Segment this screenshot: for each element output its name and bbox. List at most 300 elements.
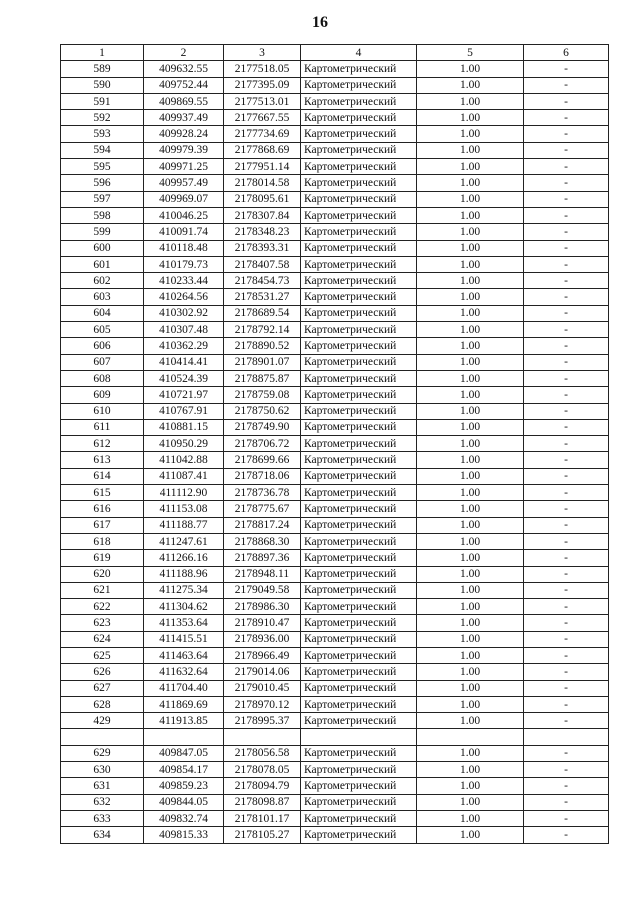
cell-method: Картометрический: [301, 403, 417, 419]
cell-note: -: [524, 485, 609, 501]
cell-point-number: 601: [61, 256, 144, 272]
cell-x-coordinate: 409832.74: [144, 810, 224, 826]
cell-y-coordinate: 2177667.55: [224, 110, 301, 126]
cell-point-number: 623: [61, 615, 144, 631]
cell-y-coordinate: 2178348.23: [224, 224, 301, 240]
cell-point-number: 604: [61, 305, 144, 321]
cell-y-coordinate: 2178078.05: [224, 762, 301, 778]
cell-x-coordinate: 411463.64: [144, 647, 224, 663]
cell-note: -: [524, 631, 609, 647]
cell-method: Картометрический: [301, 387, 417, 403]
cell-point-number: 611: [61, 419, 144, 435]
cell-method: Картометрический: [301, 485, 417, 501]
cell-point-number: 634: [61, 827, 144, 843]
cell-accuracy: 1.00: [417, 240, 524, 256]
cell-note: -: [524, 762, 609, 778]
cell-note: -: [524, 810, 609, 826]
cell-point-number: 597: [61, 191, 144, 207]
cell-y-coordinate: 2178750.62: [224, 403, 301, 419]
cell-accuracy: 1.00: [417, 550, 524, 566]
cell-x-coordinate: 411353.64: [144, 615, 224, 631]
cell-method: Картометрический: [301, 110, 417, 126]
cell-method: Картометрический: [301, 713, 417, 729]
table-row: [61, 240, 609, 256]
cell-note: -: [524, 566, 609, 582]
cell-y-coordinate: 2178699.66: [224, 452, 301, 468]
cell-y-coordinate: 2178056.58: [224, 745, 301, 761]
cell-y-coordinate: 2178105.27: [224, 827, 301, 843]
cell-method: Картометрический: [301, 745, 417, 761]
cell-accuracy: 1.00: [417, 680, 524, 696]
cell-x-coordinate: 409752.44: [144, 77, 224, 93]
cell-method: Картометрический: [301, 517, 417, 533]
cell-x-coordinate: 410046.25: [144, 207, 224, 223]
cell-note: -: [524, 207, 609, 223]
cell-x-coordinate: 410950.29: [144, 436, 224, 452]
cell-y-coordinate: 2179010.45: [224, 680, 301, 696]
table-row: [61, 387, 609, 403]
cell-method: Картометрический: [301, 550, 417, 566]
cell-y-coordinate: 2178792.14: [224, 322, 301, 338]
cell-point-number: 592: [61, 110, 144, 126]
cell-method: Картометрический: [301, 191, 417, 207]
cell-x-coordinate: 409815.33: [144, 827, 224, 843]
cell-accuracy: 1.00: [417, 354, 524, 370]
cell-y-coordinate: 2178689.54: [224, 305, 301, 321]
cell-point-number: 632: [61, 794, 144, 810]
cell-note: -: [524, 436, 609, 452]
cell-y-coordinate: 2178759.08: [224, 387, 301, 403]
cell-note: -: [524, 550, 609, 566]
table-row: [61, 533, 609, 549]
table-row: [61, 273, 609, 289]
table-row: [61, 207, 609, 223]
cell-x-coordinate: 411415.51: [144, 631, 224, 647]
cell-note: -: [524, 142, 609, 158]
table-row: [61, 468, 609, 484]
cell-note: -: [524, 240, 609, 256]
cell-x-coordinate: 409632.55: [144, 61, 224, 77]
cell-accuracy: 1.00: [417, 370, 524, 386]
cell-point-number: 595: [61, 159, 144, 175]
table-row: [61, 126, 609, 142]
table-row: [61, 322, 609, 338]
cell-point-number: 633: [61, 810, 144, 826]
cell-y-coordinate: 2178775.67: [224, 501, 301, 517]
cell-accuracy: 1.00: [417, 696, 524, 712]
cell-y-coordinate: 2178531.27: [224, 289, 301, 305]
cell-x-coordinate: 411913.85: [144, 713, 224, 729]
cell-y-coordinate: 2178718.06: [224, 468, 301, 484]
cell-note: -: [524, 305, 609, 321]
cell-point-number: 602: [61, 273, 144, 289]
cell-x-coordinate: 410118.48: [144, 240, 224, 256]
cell-note: -: [524, 77, 609, 93]
cell-y-coordinate: 2178936.00: [224, 631, 301, 647]
cell-note: -: [524, 517, 609, 533]
cell-accuracy: 1.00: [417, 468, 524, 484]
cell-x-coordinate: 411188.77: [144, 517, 224, 533]
cell-note: -: [524, 599, 609, 615]
cell-x-coordinate: 411869.69: [144, 696, 224, 712]
cell-point-number: [61, 729, 144, 745]
cell-accuracy: 1.00: [417, 207, 524, 223]
cell-y-coordinate: 2178454.73: [224, 273, 301, 289]
cell-method: Картометрический: [301, 419, 417, 435]
cell-note: -: [524, 827, 609, 843]
table-body: [61, 61, 609, 843]
cell-point-number: 626: [61, 664, 144, 680]
cell-method: Картометрический: [301, 827, 417, 843]
table-row: [61, 582, 609, 598]
cell-accuracy: 1.00: [417, 713, 524, 729]
cell-y-coordinate: 2178095.61: [224, 191, 301, 207]
cell-y-coordinate: 2179049.58: [224, 582, 301, 598]
cell-method: Картометрический: [301, 794, 417, 810]
cell-method: Картометрический: [301, 582, 417, 598]
cell-x-coordinate: 411087.41: [144, 468, 224, 484]
cell-x-coordinate: 409859.23: [144, 778, 224, 794]
cell-accuracy: 1.00: [417, 664, 524, 680]
cell-method: Картометрический: [301, 615, 417, 631]
table-row: [61, 713, 609, 729]
cell-point-number: 624: [61, 631, 144, 647]
cell-y-coordinate: 2177513.01: [224, 93, 301, 109]
cell-point-number: 631: [61, 778, 144, 794]
cell-point-number: 619: [61, 550, 144, 566]
cell-y-coordinate: 2178875.87: [224, 370, 301, 386]
cell-point-number: 596: [61, 175, 144, 191]
cell-note: -: [524, 680, 609, 696]
cell-x-coordinate: 410091.74: [144, 224, 224, 240]
cell-y-coordinate: [224, 729, 301, 745]
cell-x-coordinate: 410302.92: [144, 305, 224, 321]
cell-method: Картометрический: [301, 778, 417, 794]
cell-method: Картометрический: [301, 77, 417, 93]
table-row: [61, 762, 609, 778]
cell-y-coordinate: 2177395.09: [224, 77, 301, 93]
table-row: [61, 550, 609, 566]
cell-y-coordinate: 2177518.05: [224, 61, 301, 77]
cell-accuracy: 1.00: [417, 175, 524, 191]
cell-accuracy: 1.00: [417, 631, 524, 647]
table-row: [61, 745, 609, 761]
cell-point-number: 622: [61, 599, 144, 615]
cell-x-coordinate: 409928.24: [144, 126, 224, 142]
cell-accuracy: 1.00: [417, 322, 524, 338]
cell-accuracy: 1.00: [417, 599, 524, 615]
coordinates-table: [60, 44, 609, 844]
cell-accuracy: 1.00: [417, 485, 524, 501]
cell-method: Картометрический: [301, 647, 417, 663]
cell-point-number: 617: [61, 517, 144, 533]
cell-accuracy: 1.00: [417, 647, 524, 663]
cell-note: -: [524, 224, 609, 240]
cell-accuracy: 1.00: [417, 77, 524, 93]
cell-x-coordinate: 410264.56: [144, 289, 224, 305]
cell-x-coordinate: 410233.44: [144, 273, 224, 289]
cell-y-coordinate: 2178890.52: [224, 338, 301, 354]
cell-accuracy: 1.00: [417, 615, 524, 631]
cell-accuracy: 1.00: [417, 436, 524, 452]
cell-y-coordinate: 2178901.07: [224, 354, 301, 370]
cell-point-number: 600: [61, 240, 144, 256]
table-row: [61, 289, 609, 305]
cell-x-coordinate: 411632.64: [144, 664, 224, 680]
cell-point-number: 616: [61, 501, 144, 517]
cell-method: Картометрический: [301, 436, 417, 452]
cell-x-coordinate: 409854.17: [144, 762, 224, 778]
cell-x-coordinate: 411247.61: [144, 533, 224, 549]
cell-y-coordinate: 2178966.49: [224, 647, 301, 663]
cell-x-coordinate: 409957.49: [144, 175, 224, 191]
cell-x-coordinate: 411266.16: [144, 550, 224, 566]
cell-point-number: 613: [61, 452, 144, 468]
cell-point-number: 429: [61, 713, 144, 729]
table-row: [61, 403, 609, 419]
table-header: [61, 45, 609, 61]
cell-method: Картометрический: [301, 159, 417, 175]
cell-y-coordinate: 2178749.90: [224, 419, 301, 435]
cell-point-number: 599: [61, 224, 144, 240]
cell-method: Картометрический: [301, 175, 417, 191]
cell-point-number: 598: [61, 207, 144, 223]
cell-method: Картометрический: [301, 338, 417, 354]
cell-method: Картометрический: [301, 273, 417, 289]
table-row: [61, 338, 609, 354]
table-row: [61, 110, 609, 126]
cell-note: -: [524, 533, 609, 549]
cell-accuracy: 1.00: [417, 533, 524, 549]
table-row: [61, 354, 609, 370]
cell-point-number: 625: [61, 647, 144, 663]
cell-accuracy: 1.00: [417, 224, 524, 240]
cell-point-number: 630: [61, 762, 144, 778]
table-row: [61, 305, 609, 321]
table-row: [61, 566, 609, 582]
cell-note: -: [524, 696, 609, 712]
cell-method: Картометрический: [301, 93, 417, 109]
table-row: [61, 615, 609, 631]
cell-accuracy: 1.00: [417, 566, 524, 582]
table-row: [61, 696, 609, 712]
table-row: [61, 501, 609, 517]
cell-accuracy: 1.00: [417, 305, 524, 321]
cell-x-coordinate: 409971.25: [144, 159, 224, 175]
cell-y-coordinate: 2177951.14: [224, 159, 301, 175]
cell-accuracy: 1.00: [417, 289, 524, 305]
cell-method: Картометрический: [301, 468, 417, 484]
table-row: [61, 191, 609, 207]
cell-x-coordinate: 410767.91: [144, 403, 224, 419]
table-row: [61, 517, 609, 533]
cell-y-coordinate: 2178910.47: [224, 615, 301, 631]
cell-note: -: [524, 452, 609, 468]
cell-accuracy: 1.00: [417, 794, 524, 810]
cell-method: Картометрический: [301, 224, 417, 240]
cell-point-number: 618: [61, 533, 144, 549]
cell-accuracy: 1.00: [417, 191, 524, 207]
cell-x-coordinate: 411188.96: [144, 566, 224, 582]
table-row: [61, 680, 609, 696]
cell-x-coordinate: 409869.55: [144, 93, 224, 109]
cell-accuracy: 1.00: [417, 517, 524, 533]
table-row: [61, 436, 609, 452]
cell-y-coordinate: 2178868.30: [224, 533, 301, 549]
cell-method: Картометрический: [301, 680, 417, 696]
header-col-5: 5: [417, 45, 524, 61]
cell-point-number: 589: [61, 61, 144, 77]
cell-accuracy: 1.00: [417, 452, 524, 468]
cell-y-coordinate: 2178393.31: [224, 240, 301, 256]
header-col-1: 1: [61, 45, 144, 61]
cell-x-coordinate: 411112.90: [144, 485, 224, 501]
cell-y-coordinate: 2178817.24: [224, 517, 301, 533]
cell-y-coordinate: 2177868.69: [224, 142, 301, 158]
cell-method: Картометрический: [301, 61, 417, 77]
table-row: [61, 93, 609, 109]
cell-point-number: 603: [61, 289, 144, 305]
cell-note: -: [524, 370, 609, 386]
cell-method: Картометрический: [301, 142, 417, 158]
table-row: [61, 778, 609, 794]
table-row: [61, 452, 609, 468]
cell-method: Картометрический: [301, 240, 417, 256]
cell-point-number: 606: [61, 338, 144, 354]
table-row: [61, 664, 609, 680]
cell-method: Картометрический: [301, 501, 417, 517]
cell-note: -: [524, 273, 609, 289]
table-row: [61, 647, 609, 663]
header-col-4: 4: [301, 45, 417, 61]
table-row: [61, 61, 609, 77]
cell-method: Картометрический: [301, 370, 417, 386]
cell-accuracy: 1.00: [417, 778, 524, 794]
cell-accuracy: 1.00: [417, 256, 524, 272]
cell-point-number: 609: [61, 387, 144, 403]
cell-note: -: [524, 338, 609, 354]
page-number: 16: [312, 14, 328, 31]
cell-y-coordinate: 2178897.36: [224, 550, 301, 566]
cell-x-coordinate: 409937.49: [144, 110, 224, 126]
cell-accuracy: [417, 729, 524, 745]
cell-x-coordinate: 410179.73: [144, 256, 224, 272]
cell-x-coordinate: 409979.39: [144, 142, 224, 158]
cell-x-coordinate: 410414.41: [144, 354, 224, 370]
cell-point-number: 591: [61, 93, 144, 109]
cell-method: Картометрический: [301, 207, 417, 223]
cell-point-number: 605: [61, 322, 144, 338]
cell-x-coordinate: 409847.05: [144, 745, 224, 761]
cell-x-coordinate: 410881.15: [144, 419, 224, 435]
cell-note: -: [524, 419, 609, 435]
cell-note: -: [524, 647, 609, 663]
cell-point-number: 610: [61, 403, 144, 419]
cell-accuracy: 1.00: [417, 745, 524, 761]
cell-x-coordinate: 411153.08: [144, 501, 224, 517]
cell-y-coordinate: 2177734.69: [224, 126, 301, 142]
cell-note: -: [524, 713, 609, 729]
cell-note: -: [524, 354, 609, 370]
cell-x-coordinate: 410307.48: [144, 322, 224, 338]
cell-point-number: 608: [61, 370, 144, 386]
table-row: [61, 794, 609, 810]
cell-accuracy: 1.00: [417, 338, 524, 354]
cell-method: Картометрический: [301, 566, 417, 582]
cell-accuracy: 1.00: [417, 419, 524, 435]
cell-x-coordinate: [144, 729, 224, 745]
cell-y-coordinate: 2178706.72: [224, 436, 301, 452]
cell-point-number: 607: [61, 354, 144, 370]
cell-y-coordinate: 2178094.79: [224, 778, 301, 794]
cell-accuracy: 1.00: [417, 403, 524, 419]
cell-note: -: [524, 256, 609, 272]
header-row: [61, 45, 609, 61]
cell-accuracy: 1.00: [417, 93, 524, 109]
table-row: [61, 631, 609, 647]
cell-method: Картометрический: [301, 664, 417, 680]
cell-point-number: 590: [61, 77, 144, 93]
cell-point-number: 628: [61, 696, 144, 712]
cell-y-coordinate: 2178736.78: [224, 485, 301, 501]
cell-note: -: [524, 126, 609, 142]
cell-accuracy: 1.00: [417, 126, 524, 142]
cell-accuracy: 1.00: [417, 110, 524, 126]
cell-note: -: [524, 322, 609, 338]
cell-accuracy: 1.00: [417, 61, 524, 77]
cell-accuracy: 1.00: [417, 810, 524, 826]
header-col-2: 2: [144, 45, 224, 61]
cell-accuracy: 1.00: [417, 501, 524, 517]
cell-note: -: [524, 778, 609, 794]
cell-x-coordinate: 410524.39: [144, 370, 224, 386]
cell-y-coordinate: 2178986.30: [224, 599, 301, 615]
cell-point-number: 621: [61, 582, 144, 598]
cell-x-coordinate: 410362.29: [144, 338, 224, 354]
cell-note: -: [524, 664, 609, 680]
cell-method: Картометрический: [301, 810, 417, 826]
cell-point-number: 615: [61, 485, 144, 501]
cell-note: -: [524, 468, 609, 484]
table-row: [61, 142, 609, 158]
cell-accuracy: 1.00: [417, 387, 524, 403]
cell-note: -: [524, 582, 609, 598]
cell-method: Картометрический: [301, 533, 417, 549]
cell-note: -: [524, 387, 609, 403]
cell-accuracy: 1.00: [417, 762, 524, 778]
cell-method: Картометрический: [301, 631, 417, 647]
cell-x-coordinate: 411304.62: [144, 599, 224, 615]
cell-note: -: [524, 794, 609, 810]
cell-y-coordinate: 2178948.11: [224, 566, 301, 582]
table-row: [61, 485, 609, 501]
cell-point-number: 612: [61, 436, 144, 452]
table-row: [61, 175, 609, 191]
cell-note: -: [524, 61, 609, 77]
cell-y-coordinate: 2179014.06: [224, 664, 301, 680]
cell-y-coordinate: 2178098.87: [224, 794, 301, 810]
cell-y-coordinate: 2178101.17: [224, 810, 301, 826]
cell-x-coordinate: 410721.97: [144, 387, 224, 403]
cell-y-coordinate: 2178307.84: [224, 207, 301, 223]
cell-method: Картометрический: [301, 354, 417, 370]
cell-note: -: [524, 403, 609, 419]
table-row: [61, 159, 609, 175]
cell-note: -: [524, 175, 609, 191]
cell-x-coordinate: 409969.07: [144, 191, 224, 207]
cell-y-coordinate: 2178014.58: [224, 175, 301, 191]
cell-accuracy: 1.00: [417, 159, 524, 175]
